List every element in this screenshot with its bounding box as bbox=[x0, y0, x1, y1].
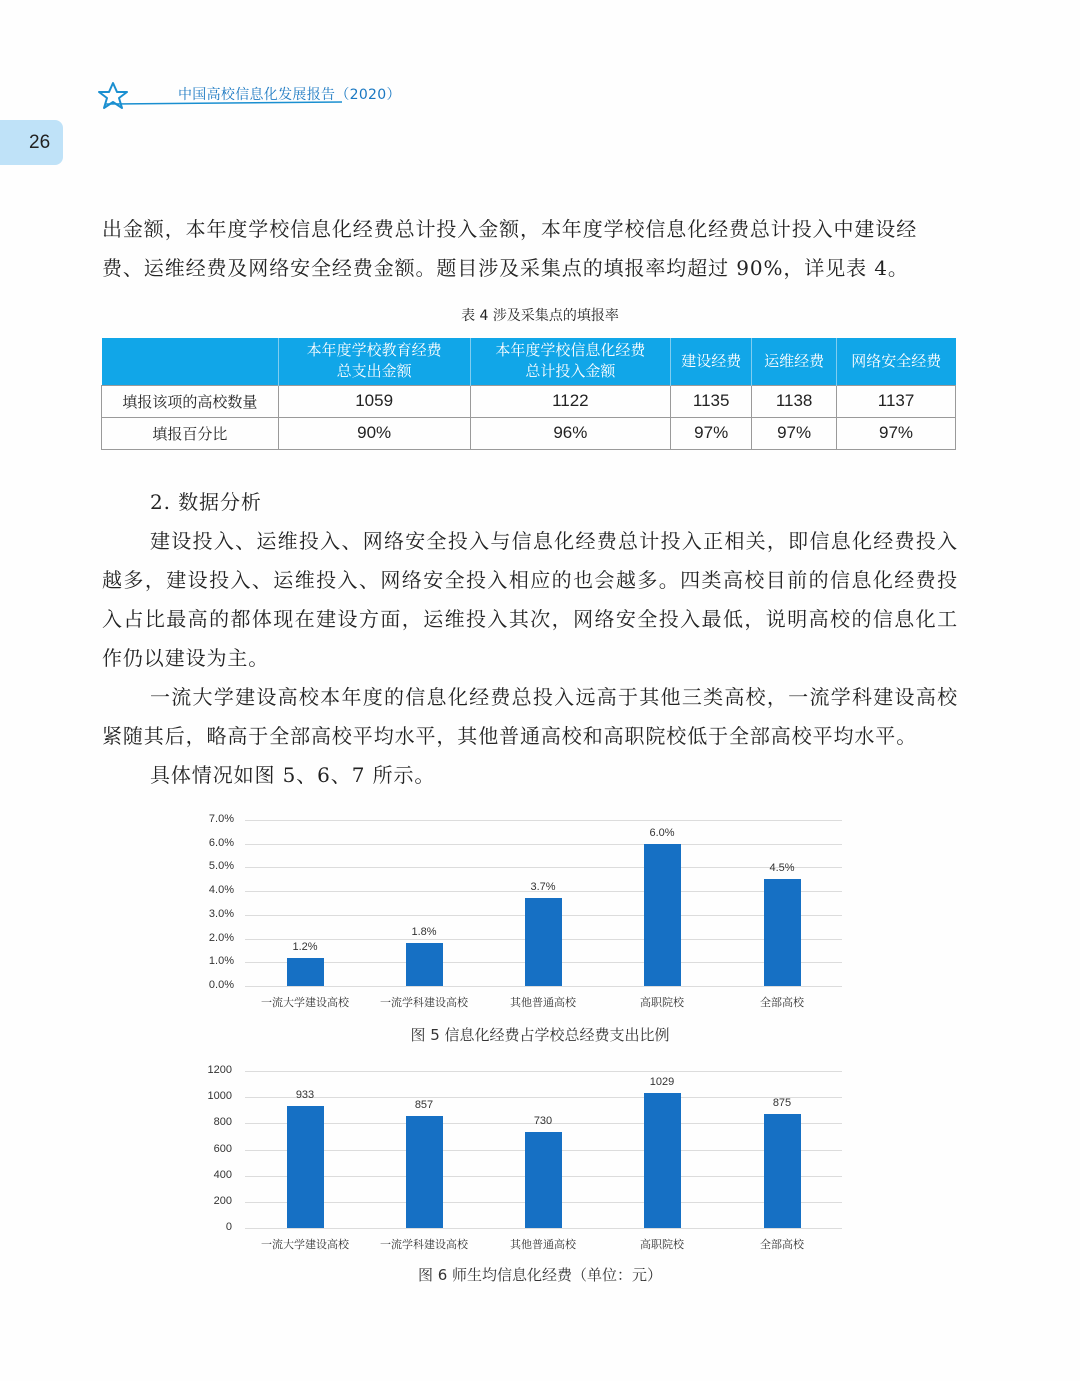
bar-value-label: 4.5% bbox=[769, 862, 795, 875]
table-cell: 1059 bbox=[278, 385, 470, 417]
row-label: 填报该项的高校数量 bbox=[102, 385, 279, 417]
x-axis-category-label: 全部高校 bbox=[760, 1238, 804, 1251]
table-header-edu-expense: 本年度学校教育经费 总支出金额 bbox=[278, 338, 470, 385]
figure-6-caption: 图 6 师生均信息化经费（单位：元） bbox=[417, 1266, 663, 1284]
table-cell: 97% bbox=[752, 417, 837, 449]
x-axis-category-label: 一流大学建设高校 bbox=[261, 996, 349, 1009]
y-axis-tick-label: 200 bbox=[213, 1194, 232, 1207]
table-cell: 90% bbox=[278, 417, 470, 449]
bar bbox=[406, 1116, 443, 1228]
y-axis-tick-label: 800 bbox=[213, 1116, 232, 1129]
bar-value-label: 6.0% bbox=[649, 826, 675, 839]
y-axis-tick-label: 5.0% bbox=[208, 860, 234, 873]
x-axis-category-label: 全部高校 bbox=[760, 996, 804, 1009]
x-axis-category-label: 一流大学建设高校 bbox=[261, 1238, 349, 1251]
table-cell: 1138 bbox=[752, 385, 837, 417]
x-axis-category-label: 其他普通高校 bbox=[510, 996, 576, 1009]
y-axis-tick-label: 600 bbox=[213, 1142, 232, 1155]
y-axis-tick-label: 400 bbox=[213, 1168, 232, 1181]
y-axis-tick-label: 1.0% bbox=[208, 955, 234, 968]
gridline bbox=[245, 1071, 842, 1072]
bar-value-label: 730 bbox=[533, 1115, 553, 1128]
table-header-operations: 运维经费 bbox=[752, 338, 837, 385]
y-axis-tick-label: 1000 bbox=[207, 1090, 232, 1103]
bar-value-label: 1.8% bbox=[411, 926, 437, 939]
analysis-paragraph-3: 具体情况如图 5、6、7 所示。 bbox=[150, 763, 436, 787]
bar bbox=[287, 1106, 324, 1228]
y-axis-tick-label: 0 bbox=[225, 1221, 232, 1233]
y-axis-tick-label: 3.0% bbox=[208, 907, 234, 920]
y-axis-tick-label: 0.0% bbox=[208, 979, 234, 991]
table-cell: 97% bbox=[837, 417, 956, 449]
bar-value-label: 933 bbox=[295, 1088, 315, 1101]
x-axis-category-label: 高职院校 bbox=[640, 1238, 684, 1251]
table-cell: 1122 bbox=[470, 385, 671, 417]
x-axis-category-label: 一流学科建设高校 bbox=[380, 996, 468, 1009]
bar-value-label: 857 bbox=[414, 1098, 434, 1111]
intro-line-2: 费、运维经费及网络安全经费金额。题目涉及采集点的填报率均超过 90%，详见表 4。 bbox=[102, 256, 909, 280]
bar bbox=[644, 1093, 681, 1228]
x-axis-category-label: 其他普通高校 bbox=[510, 1238, 576, 1251]
table-header-it-investment: 本年度学校信息化经费 总计投入金额 bbox=[470, 338, 671, 385]
table-cell: 97% bbox=[671, 417, 752, 449]
report-title: 中国高校信息化发展报告（2020） bbox=[178, 87, 401, 103]
x-axis-category-label: 高职院校 bbox=[640, 996, 684, 1009]
table-cell: 1137 bbox=[837, 385, 956, 417]
x-axis-category-label: 一流学科建设高校 bbox=[380, 1238, 468, 1251]
table-header-security: 网络安全经费 bbox=[837, 338, 956, 385]
row-label: 填报百分比 bbox=[102, 417, 279, 449]
figure-5-caption: 图 5 信息化经费占学校总经费支出比例 bbox=[410, 1026, 670, 1044]
page-number: 26 bbox=[29, 132, 51, 153]
y-axis-tick-label: 7.0% bbox=[208, 813, 234, 825]
table-cell: 96% bbox=[470, 417, 671, 449]
table-cell: 1135 bbox=[671, 385, 752, 417]
bar bbox=[525, 1132, 562, 1228]
bar bbox=[764, 1114, 801, 1228]
analysis-paragraph-2: 一流大学建设高校本年度的信息化经费总投入远高于其他三类高校，一流学科建设高校紧随其后，略高于全部高校平均水平，其他普通高校和高职院校低于全部高校平均水平。 bbox=[102, 685, 958, 748]
bar-value-label: 875 bbox=[772, 1096, 792, 1109]
table-header-construction: 建设经费 bbox=[671, 338, 752, 385]
y-axis-tick-label: 2.0% bbox=[208, 931, 234, 944]
bar-value-label: 1029 bbox=[649, 1076, 675, 1089]
gridline bbox=[245, 1228, 842, 1229]
bar-value-label: 1.2% bbox=[292, 940, 318, 953]
section-heading: 2. 数据分析 bbox=[150, 490, 262, 514]
y-axis-tick-label: 1200 bbox=[207, 1064, 232, 1076]
analysis-paragraph-1: 建设投入、运维投入、网络安全投入与信息化经费总计投入正相关，即信息化经费投入越多，建设投入、运维投入、网络安全投入相应的也会越多。四类高校目前的信息化经费投入占比最高的都体现在建设方面，运维投入其次，网络安全投入最低，说明高校的信息化工作仍以建设为主。 bbox=[102, 529, 958, 670]
y-axis-tick-label: 4.0% bbox=[208, 884, 234, 897]
y-axis-tick-label: 6.0% bbox=[208, 836, 234, 849]
intro-line-1: 出金额，本年度学校信息化经费总计投入金额，本年度学校信息化经费总计投入中建设经 bbox=[102, 217, 918, 241]
bar-value-label: 3.7% bbox=[530, 881, 556, 894]
table-caption: 表 4 涉及采集点的填报率 bbox=[461, 308, 619, 324]
